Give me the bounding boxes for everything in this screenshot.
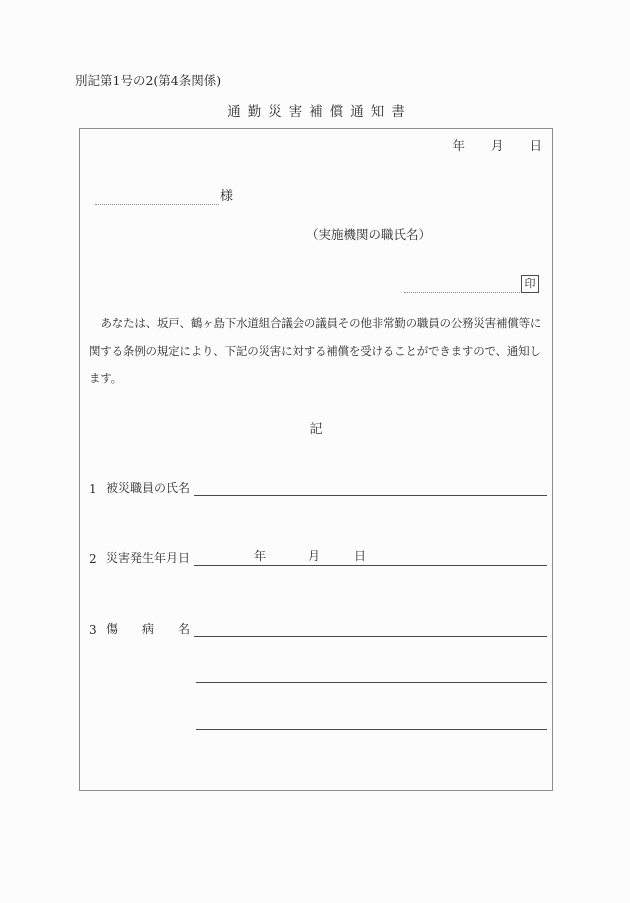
item-label: 被災職員の氏名	[106, 481, 191, 495]
accident-day-label: 日	[354, 549, 367, 563]
item-label: 災害発生年月日	[106, 551, 191, 565]
body-line-3: ます。	[89, 371, 122, 385]
injury-name-fill-line	[194, 619, 547, 637]
agency-name-label: （実施機関の職氏名）	[306, 227, 432, 242]
item-number: 3	[89, 623, 97, 637]
recipient-honorific: 様	[220, 189, 234, 204]
section-heading: 記	[309, 422, 325, 437]
document-title: 通勤災害補償通知書	[227, 104, 412, 120]
recipient-name-field	[95, 187, 219, 205]
accident-month-label: 月	[308, 549, 321, 563]
injury-name-extra-line-1	[196, 682, 547, 683]
form-border-box	[79, 128, 553, 791]
body-line-2: 関する条例の規定により、下記の災害に対する補償を受けることができますので、通知し	[89, 343, 541, 358]
accident-date-fill-line	[194, 548, 547, 566]
recipient-line	[95, 187, 233, 205]
seal-mark: 印	[521, 275, 539, 293]
signature-field	[404, 275, 538, 293]
injury-name-extra-line-2	[196, 729, 547, 730]
item-injury-name	[89, 620, 547, 637]
item-accident-date	[89, 549, 547, 566]
issue-date-line	[452, 136, 542, 154]
body-line-1: あなたは、坂戸、鶴ヶ島下水道組合議会の議員その他非常勤の職員の公務災害補償等に	[100, 316, 542, 330]
issue-year-label: 年	[452, 138, 465, 153]
item-label: 傷 病 名	[106, 622, 191, 636]
item-number: 2	[89, 552, 97, 566]
notification-body	[89, 310, 549, 393]
issue-day-label: 日	[529, 138, 542, 153]
accident-year-label: 年	[254, 549, 267, 563]
item-injured-employee-name	[89, 479, 547, 496]
form-reference-note: 別記第1号の2(第4条関係)	[75, 73, 222, 88]
item-number: 1	[89, 482, 97, 496]
signature-seal-area	[404, 275, 544, 293]
issue-month-label: 月	[490, 138, 504, 153]
employee-name-fill-line	[194, 478, 547, 496]
